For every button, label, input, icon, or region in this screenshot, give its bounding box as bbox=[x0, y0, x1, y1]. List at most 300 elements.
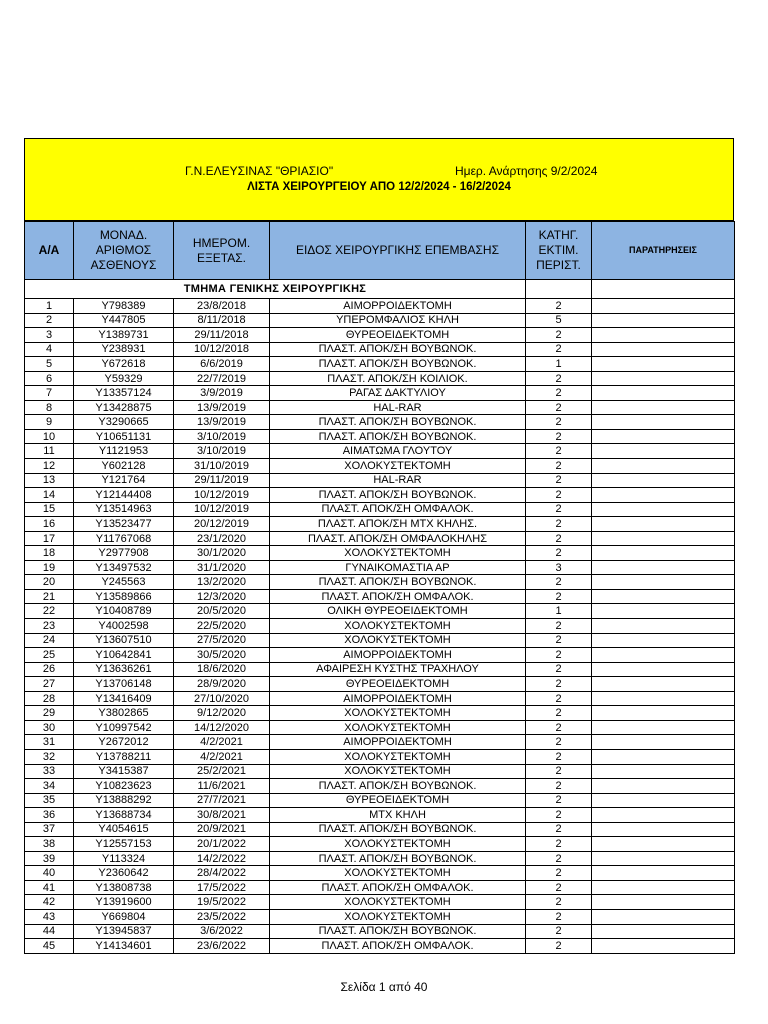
operation-type-cell: ΑΦΑΙΡΕΣΗ ΚΥΣΤΗΣ ΤΡΑΧΗΛΟΥ bbox=[270, 662, 526, 677]
operation-type-cell: ΠΛΑΣΤ. ΑΠΟΚ/ΣΗ ΒΟΥΒΩΝΟΚ. bbox=[270, 779, 526, 794]
notes-cell bbox=[592, 691, 735, 706]
patient-id-cell: Y13636261 bbox=[74, 662, 174, 677]
section-title: ΤΜΗΜΑ ΓΕΝΙΚΗΣ ΧΕΙΡΟΥΡΓΙΚΗΣ bbox=[25, 280, 526, 299]
exam-date-cell: 9/12/2020 bbox=[174, 706, 270, 721]
risk-category-cell: 2 bbox=[526, 415, 592, 430]
table-row bbox=[25, 604, 735, 619]
risk-category-cell: 2 bbox=[526, 386, 592, 401]
row-number-cell: 38 bbox=[25, 837, 74, 852]
risk-category-cell: 2 bbox=[526, 720, 592, 735]
patient-id-cell: Y12144408 bbox=[74, 488, 174, 503]
table-row bbox=[25, 749, 735, 764]
section-row bbox=[25, 280, 735, 299]
row-number-cell: 17 bbox=[25, 531, 74, 546]
risk-category-cell: 2 bbox=[526, 429, 592, 444]
row-number-cell: 21 bbox=[25, 589, 74, 604]
patient-id-cell: Y13788211 bbox=[74, 749, 174, 764]
patient-id-cell: Y4054615 bbox=[74, 822, 174, 837]
patient-id-cell: Y113324 bbox=[74, 851, 174, 866]
table-row bbox=[25, 328, 735, 343]
row-number-cell: 27 bbox=[25, 677, 74, 692]
risk-category-cell: 2 bbox=[526, 648, 592, 663]
row-number-cell: 42 bbox=[25, 895, 74, 910]
table-row bbox=[25, 691, 735, 706]
row-number-cell: 36 bbox=[25, 808, 74, 823]
table-row bbox=[25, 837, 735, 852]
patient-id-cell: Y13357124 bbox=[74, 386, 174, 401]
patient-id-cell: Y13808738 bbox=[74, 880, 174, 895]
row-number-cell: 14 bbox=[25, 488, 74, 503]
notes-cell bbox=[592, 357, 735, 372]
table-row bbox=[25, 546, 735, 561]
risk-category-cell: 2 bbox=[526, 909, 592, 924]
notes-cell bbox=[592, 662, 735, 677]
patient-id-cell: Y13706148 bbox=[74, 677, 174, 692]
operation-type-cell: ΓΥΝΑΙΚΟΜΑΣΤΙΑ ΑΡ bbox=[270, 560, 526, 575]
exam-date-cell: 22/5/2020 bbox=[174, 619, 270, 634]
operation-type-cell: ΧΟΛΟΚΥΣΤΕΚΤΟΜΗ bbox=[270, 895, 526, 910]
exam-date-cell: 20/9/2021 bbox=[174, 822, 270, 837]
col-header-patient-id: ΜΟΝΑΔ. ΑΡΙΘΜΟΣ ΑΣΘΕΝΟΥΣ bbox=[74, 222, 174, 280]
notes-cell bbox=[592, 488, 735, 503]
row-number-cell: 20 bbox=[25, 575, 74, 590]
notes-cell bbox=[592, 328, 735, 343]
row-number-cell: 26 bbox=[25, 662, 74, 677]
risk-category-cell: 2 bbox=[526, 691, 592, 706]
risk-category-cell: 2 bbox=[526, 444, 592, 459]
operation-type-cell: ΧΟΛΟΚΥΣΤΕΚΤΟΜΗ bbox=[270, 706, 526, 721]
title-banner bbox=[24, 138, 734, 221]
exam-date-cell: 3/10/2019 bbox=[174, 444, 270, 459]
row-number-cell: 45 bbox=[25, 939, 74, 954]
patient-id-cell: Y798389 bbox=[74, 299, 174, 314]
list-title: ΛΙΣΤΑ ΧΕΙΡΟΥΡΓΕΙΟΥ ΑΠΟ 12/2/2024 - 16/2/2024 bbox=[247, 181, 511, 193]
row-number-cell: 16 bbox=[25, 517, 74, 532]
notes-cell bbox=[592, 808, 735, 823]
notes-cell bbox=[592, 299, 735, 314]
notes-cell bbox=[592, 749, 735, 764]
operation-type-cell: ΧΟΛΟΚΥΣΤΕΚΤΟΜΗ bbox=[270, 720, 526, 735]
exam-date-cell: 18/6/2020 bbox=[174, 662, 270, 677]
table-row bbox=[25, 429, 735, 444]
operation-type-cell: ΠΛΑΣΤ. ΑΠΟΚ/ΣΗ ΟΜΦΑΛΟΚ. bbox=[270, 880, 526, 895]
risk-category-cell: 2 bbox=[526, 473, 592, 488]
notes-cell bbox=[592, 473, 735, 488]
patient-id-cell: Y4002598 bbox=[74, 619, 174, 634]
notes-cell bbox=[592, 648, 735, 663]
operation-type-cell: ΑΙΜΟΡΡΟΙΔΕΚΤΟΜΗ bbox=[270, 691, 526, 706]
exam-date-cell: 23/5/2022 bbox=[174, 909, 270, 924]
risk-category-cell: 3 bbox=[526, 560, 592, 575]
exam-date-cell: 22/7/2019 bbox=[174, 371, 270, 386]
notes-cell bbox=[592, 371, 735, 386]
operation-type-cell: ΠΛΑΣΤ. ΑΠΟΚ/ΣΗ ΟΜΦΑΛΟΚ. bbox=[270, 589, 526, 604]
table-row bbox=[25, 866, 735, 881]
patient-id-cell: Y13589866 bbox=[74, 589, 174, 604]
risk-category-cell: 2 bbox=[526, 793, 592, 808]
patient-id-cell: Y13416409 bbox=[74, 691, 174, 706]
exam-date-cell: 13/2/2020 bbox=[174, 575, 270, 590]
table-row bbox=[25, 793, 735, 808]
operation-type-cell: ΧΟΛΟΚΥΣΤΕΚΤΟΜΗ bbox=[270, 546, 526, 561]
exam-date-cell: 13/9/2019 bbox=[174, 400, 270, 415]
row-number-cell: 37 bbox=[25, 822, 74, 837]
operation-type-cell: ΑΙΜΟΡΡΟΙΔΕΚΤΟΜΗ bbox=[270, 299, 526, 314]
operation-type-cell: ΠΛΑΣΤ. ΑΠΟΚ/ΣΗ ΒΟΥΒΩΝΟΚ. bbox=[270, 851, 526, 866]
exam-date-cell: 8/11/2018 bbox=[174, 313, 270, 328]
risk-category-cell: 2 bbox=[526, 633, 592, 648]
risk-category-cell: 2 bbox=[526, 299, 592, 314]
notes-cell bbox=[592, 386, 735, 401]
table-row bbox=[25, 400, 735, 415]
table-row bbox=[25, 662, 735, 677]
table-row bbox=[25, 488, 735, 503]
patient-id-cell: Y1389731 bbox=[74, 328, 174, 343]
patient-id-cell: Y3415387 bbox=[74, 764, 174, 779]
table-row bbox=[25, 880, 735, 895]
notes-cell bbox=[592, 706, 735, 721]
table-row bbox=[25, 633, 735, 648]
patient-id-cell: Y245563 bbox=[74, 575, 174, 590]
table-row bbox=[25, 851, 735, 866]
row-number-cell: 8 bbox=[25, 400, 74, 415]
notes-cell bbox=[592, 575, 735, 590]
row-number-cell: 1 bbox=[25, 299, 74, 314]
exam-date-cell: 20/12/2019 bbox=[174, 517, 270, 532]
surgery-list-document bbox=[24, 138, 734, 954]
patient-id-cell: Y10642841 bbox=[74, 648, 174, 663]
operation-type-cell: ΧΟΛΟΚΥΣΤΕΚΤΟΜΗ bbox=[270, 459, 526, 474]
notes-cell bbox=[592, 735, 735, 750]
notes-cell bbox=[592, 604, 735, 619]
risk-category-cell: 2 bbox=[526, 749, 592, 764]
operation-type-cell: ΠΛΑΣΤ. ΑΠΟΚ/ΣΗ ΒΟΥΒΩΝΟΚ. bbox=[270, 488, 526, 503]
row-number-cell: 9 bbox=[25, 415, 74, 430]
row-number-cell: 34 bbox=[25, 779, 74, 794]
risk-category-cell: 2 bbox=[526, 342, 592, 357]
row-number-cell: 30 bbox=[25, 720, 74, 735]
risk-category-cell: 2 bbox=[526, 459, 592, 474]
patient-id-cell: Y13523477 bbox=[74, 517, 174, 532]
operation-type-cell: ΘΥΡΕΟΕΙΔΕΚΤΟΜΗ bbox=[270, 793, 526, 808]
patient-id-cell: Y2360642 bbox=[74, 866, 174, 881]
notes-cell bbox=[592, 517, 735, 532]
risk-category-cell: 2 bbox=[526, 371, 592, 386]
row-number-cell: 12 bbox=[25, 459, 74, 474]
table-row bbox=[25, 444, 735, 459]
risk-category-cell: 5 bbox=[526, 313, 592, 328]
risk-category-cell: 2 bbox=[526, 502, 592, 517]
table-row bbox=[25, 648, 735, 663]
operation-type-cell: ΠΛΑΣΤ. ΑΠΟΚ/ΣΗ ΒΟΥΒΩΝΟΚ. bbox=[270, 415, 526, 430]
operation-type-cell: ΠΛΑΣΤ. ΑΠΟΚ/ΣΗ ΜΤΧ ΚΗΛΗΣ. bbox=[270, 517, 526, 532]
notes-cell bbox=[592, 677, 735, 692]
operation-type-cell: HAL-RAR bbox=[270, 400, 526, 415]
row-number-cell: 35 bbox=[25, 793, 74, 808]
table-row bbox=[25, 677, 735, 692]
table-row bbox=[25, 939, 735, 954]
operation-type-cell: ΠΛΑΣΤ. ΑΠΟΚ/ΣΗ ΒΟΥΒΩΝΟΚ. bbox=[270, 357, 526, 372]
row-number-cell: 22 bbox=[25, 604, 74, 619]
hospital-name: Γ.Ν.ΕΛΕΥΣΙΝΑΣ "ΘΡΙΑΣΙΟ" bbox=[185, 164, 334, 178]
table-row bbox=[25, 924, 735, 939]
exam-date-cell: 3/10/2019 bbox=[174, 429, 270, 444]
notes-cell bbox=[592, 939, 735, 954]
col-header-category: ΚΑΤΗΓ. ΕΚΤΙΜ. ΠΕΡΙΣΤ. bbox=[526, 222, 592, 280]
patient-id-cell: Y10408789 bbox=[74, 604, 174, 619]
col-header-exam-date: ΗΜΕΡΟΜ. ΕΞΕΤΑΣ. bbox=[174, 222, 270, 280]
page-number: Σελίδα 1 από 40 bbox=[340, 980, 428, 994]
risk-category-cell: 2 bbox=[526, 531, 592, 546]
notes-cell bbox=[592, 502, 735, 517]
row-number-cell: 6 bbox=[25, 371, 74, 386]
operation-type-cell: ΘΥΡΕΟΕΙΔΕΚΤΟΜΗ bbox=[270, 328, 526, 343]
risk-category-cell: 2 bbox=[526, 895, 592, 910]
notes-cell bbox=[592, 880, 735, 895]
exam-date-cell: 27/5/2020 bbox=[174, 633, 270, 648]
notes-cell bbox=[592, 560, 735, 575]
notes-cell bbox=[592, 720, 735, 735]
operation-type-cell: ΥΠΕΡΟΜΦΑΛΙΟΣ ΚΗΛΗ bbox=[270, 313, 526, 328]
notes-cell bbox=[592, 444, 735, 459]
risk-category-cell: 2 bbox=[526, 880, 592, 895]
table-row bbox=[25, 589, 735, 604]
exam-date-cell: 11/6/2021 bbox=[174, 779, 270, 794]
table-row bbox=[25, 357, 735, 372]
row-number-cell: 40 bbox=[25, 866, 74, 881]
row-number-cell: 31 bbox=[25, 735, 74, 750]
operation-type-cell: HAL-RAR bbox=[270, 473, 526, 488]
operation-type-cell: ΧΟΛΟΚΥΣΤΕΚΤΟΜΗ bbox=[270, 764, 526, 779]
row-number-cell: 13 bbox=[25, 473, 74, 488]
exam-date-cell: 13/9/2019 bbox=[174, 415, 270, 430]
patient-id-cell: Y13919600 bbox=[74, 895, 174, 910]
table-row bbox=[25, 909, 735, 924]
risk-category-cell: 2 bbox=[526, 764, 592, 779]
operation-type-cell: ΑΙΜΟΡΡΟΙΔΕΚΤΟΜΗ bbox=[270, 648, 526, 663]
notes-cell bbox=[592, 866, 735, 881]
table-row bbox=[25, 720, 735, 735]
notes-cell bbox=[592, 764, 735, 779]
exam-date-cell: 12/3/2020 bbox=[174, 589, 270, 604]
table-row bbox=[25, 808, 735, 823]
operation-type-cell: ΧΟΛΟΚΥΣΤΕΚΤΟΜΗ bbox=[270, 749, 526, 764]
notes-cell bbox=[592, 313, 735, 328]
row-number-cell: 32 bbox=[25, 749, 74, 764]
table-row bbox=[25, 342, 735, 357]
exam-date-cell: 30/1/2020 bbox=[174, 546, 270, 561]
patient-id-cell: Y2672012 bbox=[74, 735, 174, 750]
notes-cell bbox=[592, 837, 735, 852]
exam-date-cell: 30/5/2020 bbox=[174, 648, 270, 663]
exam-date-cell: 31/1/2020 bbox=[174, 560, 270, 575]
patient-id-cell: Y59329 bbox=[74, 371, 174, 386]
notes-cell bbox=[592, 459, 735, 474]
risk-category-cell: 2 bbox=[526, 328, 592, 343]
row-number-cell: 18 bbox=[25, 546, 74, 561]
patient-id-cell: Y3802865 bbox=[74, 706, 174, 721]
table-row bbox=[25, 313, 735, 328]
risk-category-cell: 2 bbox=[526, 822, 592, 837]
section-empty-cell bbox=[592, 280, 735, 299]
table-header-row bbox=[25, 222, 735, 280]
exam-date-cell: 4/2/2021 bbox=[174, 735, 270, 750]
exam-date-cell: 10/12/2019 bbox=[174, 502, 270, 517]
table-row bbox=[25, 473, 735, 488]
operation-type-cell: ΘΥΡΕΟΕΙΔΕΚΤΟΜΗ bbox=[270, 677, 526, 692]
operation-type-cell: ΧΟΛΟΚΥΣΤΕΚΤΟΜΗ bbox=[270, 909, 526, 924]
risk-category-cell: 2 bbox=[526, 837, 592, 852]
table-row bbox=[25, 560, 735, 575]
patient-id-cell: Y14134601 bbox=[74, 939, 174, 954]
risk-category-cell: 2 bbox=[526, 866, 592, 881]
notes-cell bbox=[592, 851, 735, 866]
operation-type-cell: ΠΛΑΣΤ. ΑΠΟΚ/ΣΗ ΒΟΥΒΩΝΟΚ. bbox=[270, 822, 526, 837]
row-number-cell: 11 bbox=[25, 444, 74, 459]
operation-type-cell: ΠΛΑΣΤ. ΑΠΟΚ/ΣΗ ΒΟΥΒΩΝΟΚ. bbox=[270, 575, 526, 590]
risk-category-cell: 2 bbox=[526, 619, 592, 634]
exam-date-cell: 3/6/2022 bbox=[174, 924, 270, 939]
row-number-cell: 29 bbox=[25, 706, 74, 721]
row-number-cell: 7 bbox=[25, 386, 74, 401]
patient-id-cell: Y11767068 bbox=[74, 531, 174, 546]
posting-date: Ημερ. Ανάρτησης 9/2/2024 bbox=[455, 164, 598, 178]
risk-category-cell: 2 bbox=[526, 400, 592, 415]
risk-category-cell: 2 bbox=[526, 706, 592, 721]
operation-type-cell: ΡΑΓΑΣ ΔΑΚΤΥΛΙΟΥ bbox=[270, 386, 526, 401]
risk-category-cell: 2 bbox=[526, 488, 592, 503]
exam-date-cell: 19/5/2022 bbox=[174, 895, 270, 910]
operation-type-cell: ΠΛΑΣΤ. ΑΠΟΚ/ΣΗ ΒΟΥΒΩΝΟΚ. bbox=[270, 342, 526, 357]
exam-date-cell: 20/1/2022 bbox=[174, 837, 270, 852]
operation-type-cell: ΠΛΑΣΤ. ΑΠΟΚ/ΣΗ ΚΟΙΛΙΟΚ. bbox=[270, 371, 526, 386]
exam-date-cell: 6/6/2019 bbox=[174, 357, 270, 372]
exam-date-cell: 28/4/2022 bbox=[174, 866, 270, 881]
patient-id-cell: Y13497532 bbox=[74, 560, 174, 575]
patient-id-cell: Y238931 bbox=[74, 342, 174, 357]
exam-date-cell: 23/1/2020 bbox=[174, 531, 270, 546]
operation-type-cell: ΑΙΜΑΤΩΜΑ ΓΛΟΥΤΟΥ bbox=[270, 444, 526, 459]
notes-cell bbox=[592, 895, 735, 910]
operation-type-cell: ΧΟΛΟΚΥΣΤΕΚΤΟΜΗ bbox=[270, 866, 526, 881]
operation-type-cell: ΠΛΑΣΤ. ΑΠΟΚ/ΣΗ ΟΜΦΑΛΟΚ. bbox=[270, 939, 526, 954]
patient-id-cell: Y3290665 bbox=[74, 415, 174, 430]
patient-id-cell: Y10997542 bbox=[74, 720, 174, 735]
table-row bbox=[25, 386, 735, 401]
patient-id-cell: Y121764 bbox=[74, 473, 174, 488]
exam-date-cell: 27/10/2020 bbox=[174, 691, 270, 706]
risk-category-cell: 2 bbox=[526, 924, 592, 939]
operation-type-cell: ΠΛΑΣΤ. ΑΠΟΚ/ΣΗ ΒΟΥΒΩΝΟΚ. bbox=[270, 924, 526, 939]
operation-type-cell: ΠΛΑΣΤ. ΑΠΟΚ/ΣΗ ΟΜΦΑΛΟΚΗΛΗΣ bbox=[270, 531, 526, 546]
exam-date-cell: 3/9/2019 bbox=[174, 386, 270, 401]
table-row bbox=[25, 531, 735, 546]
patient-id-cell: Y10651131 bbox=[74, 429, 174, 444]
col-header-operation: ΕΙΔΟΣ ΧΕΙΡΟΥΡΓΙΚΗΣ ΕΠΕΜΒΑΣΗΣ bbox=[270, 222, 526, 280]
patient-id-cell: Y1121953 bbox=[74, 444, 174, 459]
exam-date-cell: 28/9/2020 bbox=[174, 677, 270, 692]
row-number-cell: 25 bbox=[25, 648, 74, 663]
patient-id-cell: Y13945837 bbox=[74, 924, 174, 939]
patient-id-cell: Y602128 bbox=[74, 459, 174, 474]
table-row bbox=[25, 415, 735, 430]
notes-cell bbox=[592, 342, 735, 357]
notes-cell bbox=[592, 793, 735, 808]
patient-id-cell: Y13428875 bbox=[74, 400, 174, 415]
notes-cell bbox=[592, 546, 735, 561]
risk-category-cell: 2 bbox=[526, 939, 592, 954]
exam-date-cell: 29/11/2018 bbox=[174, 328, 270, 343]
row-number-cell: 10 bbox=[25, 429, 74, 444]
risk-category-cell: 2 bbox=[526, 517, 592, 532]
row-number-cell: 3 bbox=[25, 328, 74, 343]
table-row bbox=[25, 706, 735, 721]
risk-category-cell: 2 bbox=[526, 589, 592, 604]
col-header-aa: Α/Α bbox=[25, 222, 74, 280]
patient-id-cell: Y10823623 bbox=[74, 779, 174, 794]
table-row bbox=[25, 735, 735, 750]
row-number-cell: 15 bbox=[25, 502, 74, 517]
exam-date-cell: 4/2/2021 bbox=[174, 749, 270, 764]
notes-cell bbox=[592, 779, 735, 794]
exam-date-cell: 14/2/2022 bbox=[174, 851, 270, 866]
risk-category-cell: 2 bbox=[526, 546, 592, 561]
section-empty-cell bbox=[526, 280, 592, 299]
exam-date-cell: 10/12/2019 bbox=[174, 488, 270, 503]
operation-type-cell: ΧΟΛΟΚΥΣΤΕΚΤΟΜΗ bbox=[270, 633, 526, 648]
table-row bbox=[25, 764, 735, 779]
operation-type-cell: ΧΟΛΟΚΥΣΤΕΚΤΟΜΗ bbox=[270, 619, 526, 634]
row-number-cell: 39 bbox=[25, 851, 74, 866]
row-number-cell: 2 bbox=[25, 313, 74, 328]
operation-type-cell: ΜΤΧ ΚΗΛΗ bbox=[270, 808, 526, 823]
risk-category-cell: 2 bbox=[526, 662, 592, 677]
table-row bbox=[25, 502, 735, 517]
notes-cell bbox=[592, 415, 735, 430]
row-number-cell: 28 bbox=[25, 691, 74, 706]
notes-cell bbox=[592, 400, 735, 415]
exam-date-cell: 10/12/2018 bbox=[174, 342, 270, 357]
operation-type-cell: ΠΛΑΣΤ. ΑΠΟΚ/ΣΗ ΟΜΦΑΛΟΚ. bbox=[270, 502, 526, 517]
row-number-cell: 44 bbox=[25, 924, 74, 939]
notes-cell bbox=[592, 909, 735, 924]
table-row bbox=[25, 575, 735, 590]
notes-cell bbox=[592, 633, 735, 648]
patient-id-cell: Y669804 bbox=[74, 909, 174, 924]
risk-category-cell: 1 bbox=[526, 604, 592, 619]
exam-date-cell: 23/6/2022 bbox=[174, 939, 270, 954]
table-row bbox=[25, 371, 735, 386]
risk-category-cell: 2 bbox=[526, 779, 592, 794]
table-row bbox=[25, 459, 735, 474]
row-number-cell: 5 bbox=[25, 357, 74, 372]
exam-date-cell: 20/5/2020 bbox=[174, 604, 270, 619]
patient-id-cell: Y672618 bbox=[74, 357, 174, 372]
notes-cell bbox=[592, 531, 735, 546]
table-row bbox=[25, 517, 735, 532]
table-row bbox=[25, 619, 735, 634]
notes-cell bbox=[592, 589, 735, 604]
risk-category-cell: 2 bbox=[526, 735, 592, 750]
patient-id-cell: Y2977908 bbox=[74, 546, 174, 561]
exam-date-cell: 31/10/2019 bbox=[174, 459, 270, 474]
risk-category-cell: 2 bbox=[526, 851, 592, 866]
risk-category-cell: 2 bbox=[526, 808, 592, 823]
table-row bbox=[25, 822, 735, 837]
risk-category-cell: 1 bbox=[526, 357, 592, 372]
row-number-cell: 19 bbox=[25, 560, 74, 575]
exam-date-cell: 17/5/2022 bbox=[174, 880, 270, 895]
